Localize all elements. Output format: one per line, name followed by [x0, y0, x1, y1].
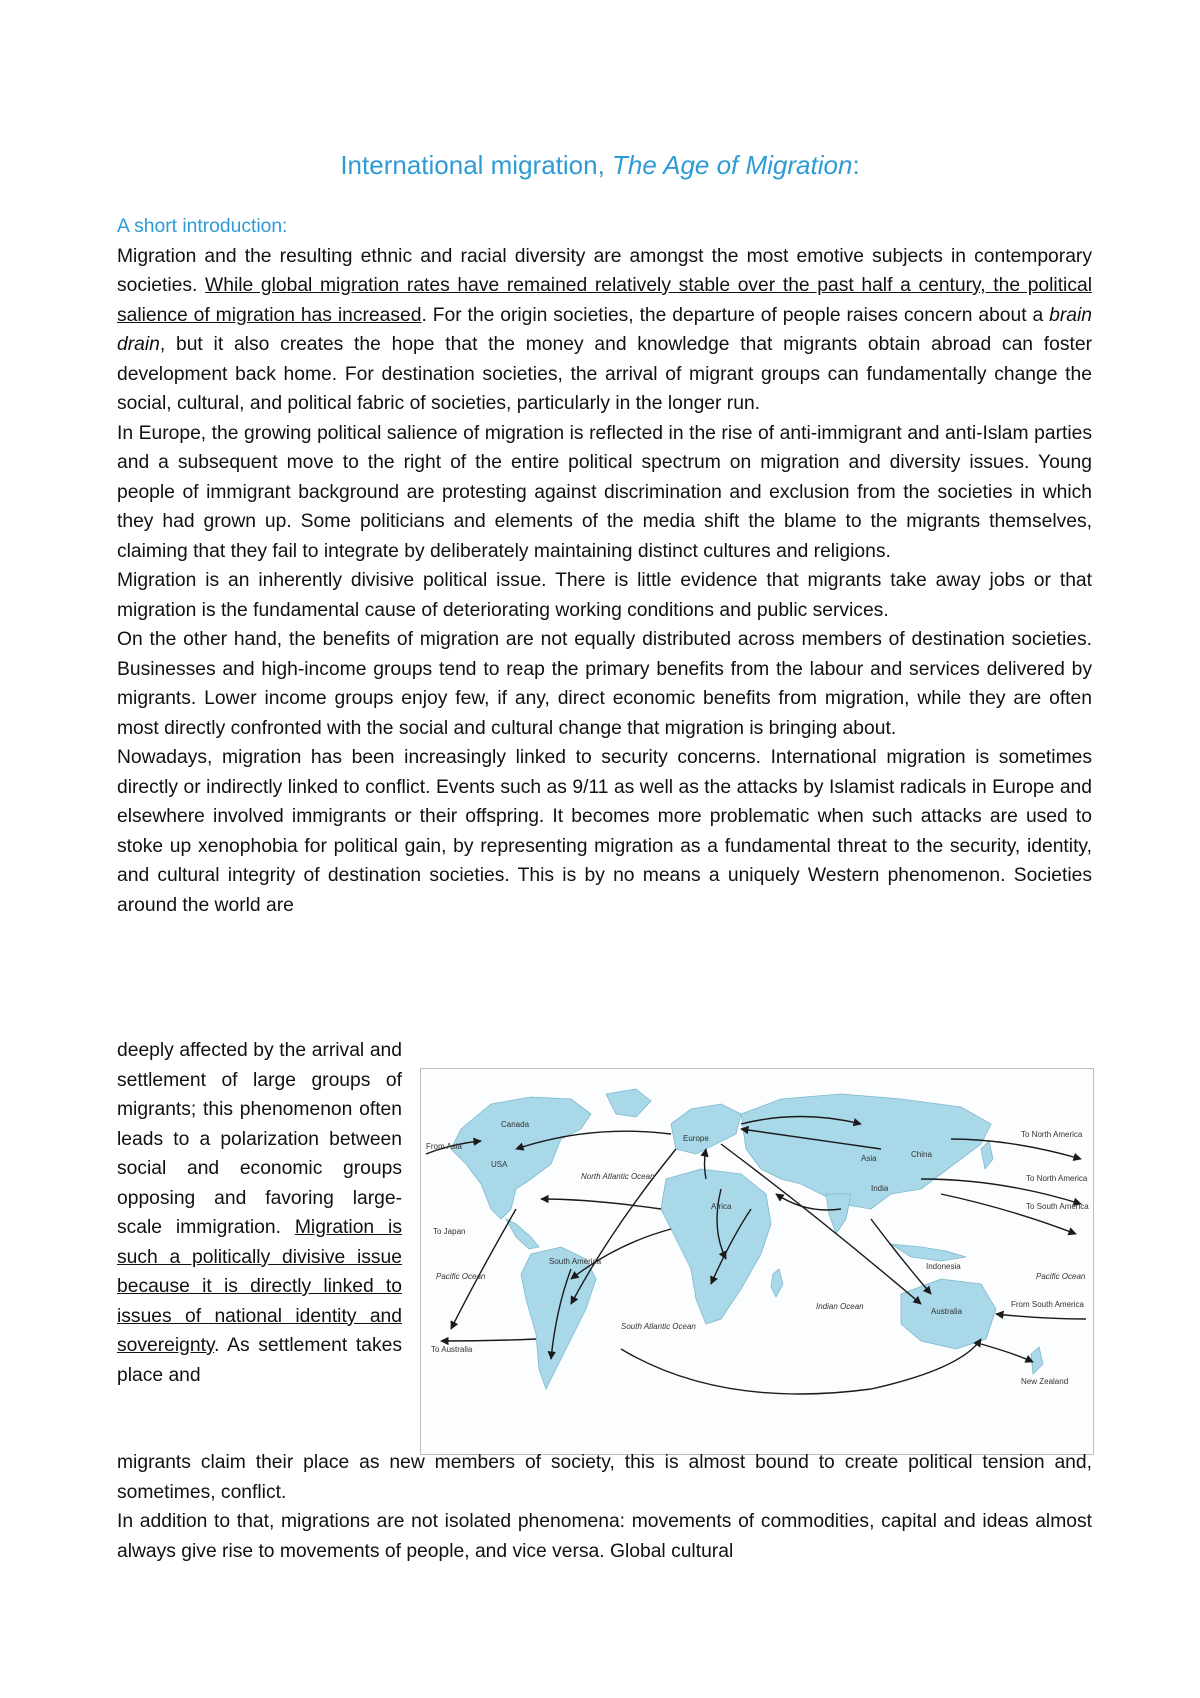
title-book: The Age of Migration: [612, 150, 853, 180]
p1-text-a: Migration and the resulting ethnic and racial diversity are amongst the most emotive subjects in contemporary societies.: [117, 245, 1092, 296]
map-label-asia: Asia: [861, 1154, 877, 1163]
map-label-china: China: [911, 1150, 932, 1159]
map-label-from-asia: From Asia: [426, 1142, 463, 1151]
p1-underlined: While global migration rates have remained relatively stable over the past half a century, the political salience of migration has increased: [117, 275, 1092, 326]
japan-shape: [981, 1141, 993, 1169]
ocean-label-indian: Indian Ocean: [816, 1302, 864, 1311]
p5-wrap-underlined: Migration is such a politically divisive issue because it is directly linked to issues of national identity and sovereignty: [117, 1217, 402, 1356]
africa-shape: [661, 1169, 771, 1324]
arrow-africa-to-europe: [705, 1149, 707, 1179]
migration-map-figure: [420, 1068, 1094, 1455]
map-label-indonesia: Indonesia: [926, 1262, 961, 1271]
map-label-to-north-america-1: To North America: [1021, 1130, 1083, 1139]
arrow-from-south-america: [996, 1314, 1086, 1319]
map-label-from-south-america: From South America: [1011, 1300, 1084, 1309]
title-main: International migration,: [340, 150, 613, 180]
paragraph-5-end: migrants claim their place as new members of society, this is almost bound to create political tension and, sometimes, conflict.: [117, 1452, 1092, 1503]
central-america-shape: [506, 1219, 539, 1249]
map-label-usa: USA: [491, 1160, 508, 1169]
map-label-australia: Australia: [931, 1307, 963, 1316]
new-zealand-shape: [1031, 1347, 1043, 1374]
map-label-to-australia: To Australia: [431, 1345, 473, 1354]
paragraph-5-continued: [117, 1036, 402, 1390]
p5-wrap-text-b: . As settlement takes place and: [117, 1335, 402, 1386]
text-after-map: [117, 1448, 1092, 1566]
arrow-to-australia-west: [441, 1339, 536, 1341]
p1-text-b: . For the origin societies, the departure of people raises concern about a: [421, 304, 1050, 326]
madagascar-shape: [771, 1269, 783, 1297]
arrow-south-atlantic-loop: [621, 1339, 981, 1394]
map-label-new-zealand: New Zealand: [1021, 1377, 1069, 1386]
arrow-africa-to-americas: [541, 1199, 661, 1209]
p1-italic: brain drain: [117, 304, 1092, 355]
title-colon: :: [852, 150, 860, 180]
arrow-to-south-america-east: [941, 1194, 1076, 1234]
paragraph-4: On the other hand, the benefits of migration are not equally distributed across members of destination societies. Businesses and high-income groups tend to reap the primary benefits from the labour and services delivered by migrants. Lower income groups enjoy few, if any, direct economic benefits from migration, while they are often most directly confronted with the social and cultural change that migration is bringing about.: [117, 629, 1092, 739]
paragraph-6: In addition to that, migrations are not isolated phenomena: movements of commodities, capital and ideas almost always give rise to movements of people, and vice versa. Global cultural: [117, 1511, 1092, 1562]
asia-shape: [741, 1094, 991, 1209]
paragraph-1: [117, 242, 1092, 419]
map-label-to-south-america: To South America: [1026, 1202, 1089, 1211]
world-migration-map: [421, 1069, 1093, 1454]
map-label-south-america: South America: [549, 1257, 602, 1266]
europe-shape: [671, 1104, 741, 1154]
p1-text-c: , but it also creates the hope that the money and knowledge that migrants obtain abroad can foster development back home. For destination societies, the arrival of migrant groups can fundamentally change the social, cultural, and political fabric of societies, particularly in the longer run.: [117, 334, 1092, 414]
map-label-india: India: [871, 1184, 889, 1193]
section-subheading: A short introduction:: [117, 216, 288, 237]
arrow-to-new-zealand: [981, 1344, 1033, 1362]
page-title: [0, 150, 1200, 181]
paragraph-5: Nowadays, migration has been increasingly linked to security concerns. International migration is sometimes directly or indirectly linked to conflict. Events such as 9/11 as well as the attacks by Islamist radicals in Europe and elsewhere involved immigrants or their offspring. It becomes more problematic when such attacks are used to stoke up xenophobia for political gain, by representing migration as a fundamental threat to the security, identity, and cultural integrity of destination societies. This is by no means a uniquely Western phenomenon. Societies around the world are: [117, 747, 1092, 916]
p5-wrap-text-a: deeply affected by the arrival and settlement of large groups of migrants; this phenomenon often leads to a polarization between social and economic groups opposing and favoring large-scale immigration.: [117, 1040, 402, 1238]
map-label-europe: Europe: [683, 1134, 709, 1143]
ocean-label-pacific-west: Pacific Ocean: [436, 1272, 486, 1281]
paragraph-2: In Europe, the growing political salience of migration is reflected in the rise of anti-immigrant and anti-Islam parties and a subsequent move to the right of the entire political spectrum on migration and diversity issues. Young people of immigrant background are protesting against discrimination and exclusion from the societies in which they had grown up. Some politicians and elements of the media shift the blame to the migrants themselves, claiming that they fail to integrate by deliberately maintaining distinct cultures and religions.: [117, 422, 1092, 562]
wrapped-text-column: [117, 1036, 402, 1390]
north-america-shape: [451, 1097, 591, 1219]
map-label-to-north-america-2: To North America: [1026, 1174, 1088, 1183]
ocean-label-north-atlantic: North Atlantic Ocean: [581, 1172, 655, 1181]
ocean-label-south-atlantic: South Atlantic Ocean: [621, 1322, 696, 1331]
map-label-canada: Canada: [501, 1120, 530, 1129]
ocean-label-pacific-east: Pacific Ocean: [1036, 1272, 1086, 1281]
main-text: [117, 212, 1092, 920]
map-label-to-japan: To Japan: [433, 1227, 466, 1236]
map-label-africa: Africa: [711, 1202, 732, 1211]
greenland-shape: [606, 1089, 651, 1117]
paragraph-3: Migration is an inherently divisive political issue. There is little evidence that migrants take away jobs or that migration is the fundamental cause of deteriorating working conditions and public services.: [117, 570, 1092, 621]
